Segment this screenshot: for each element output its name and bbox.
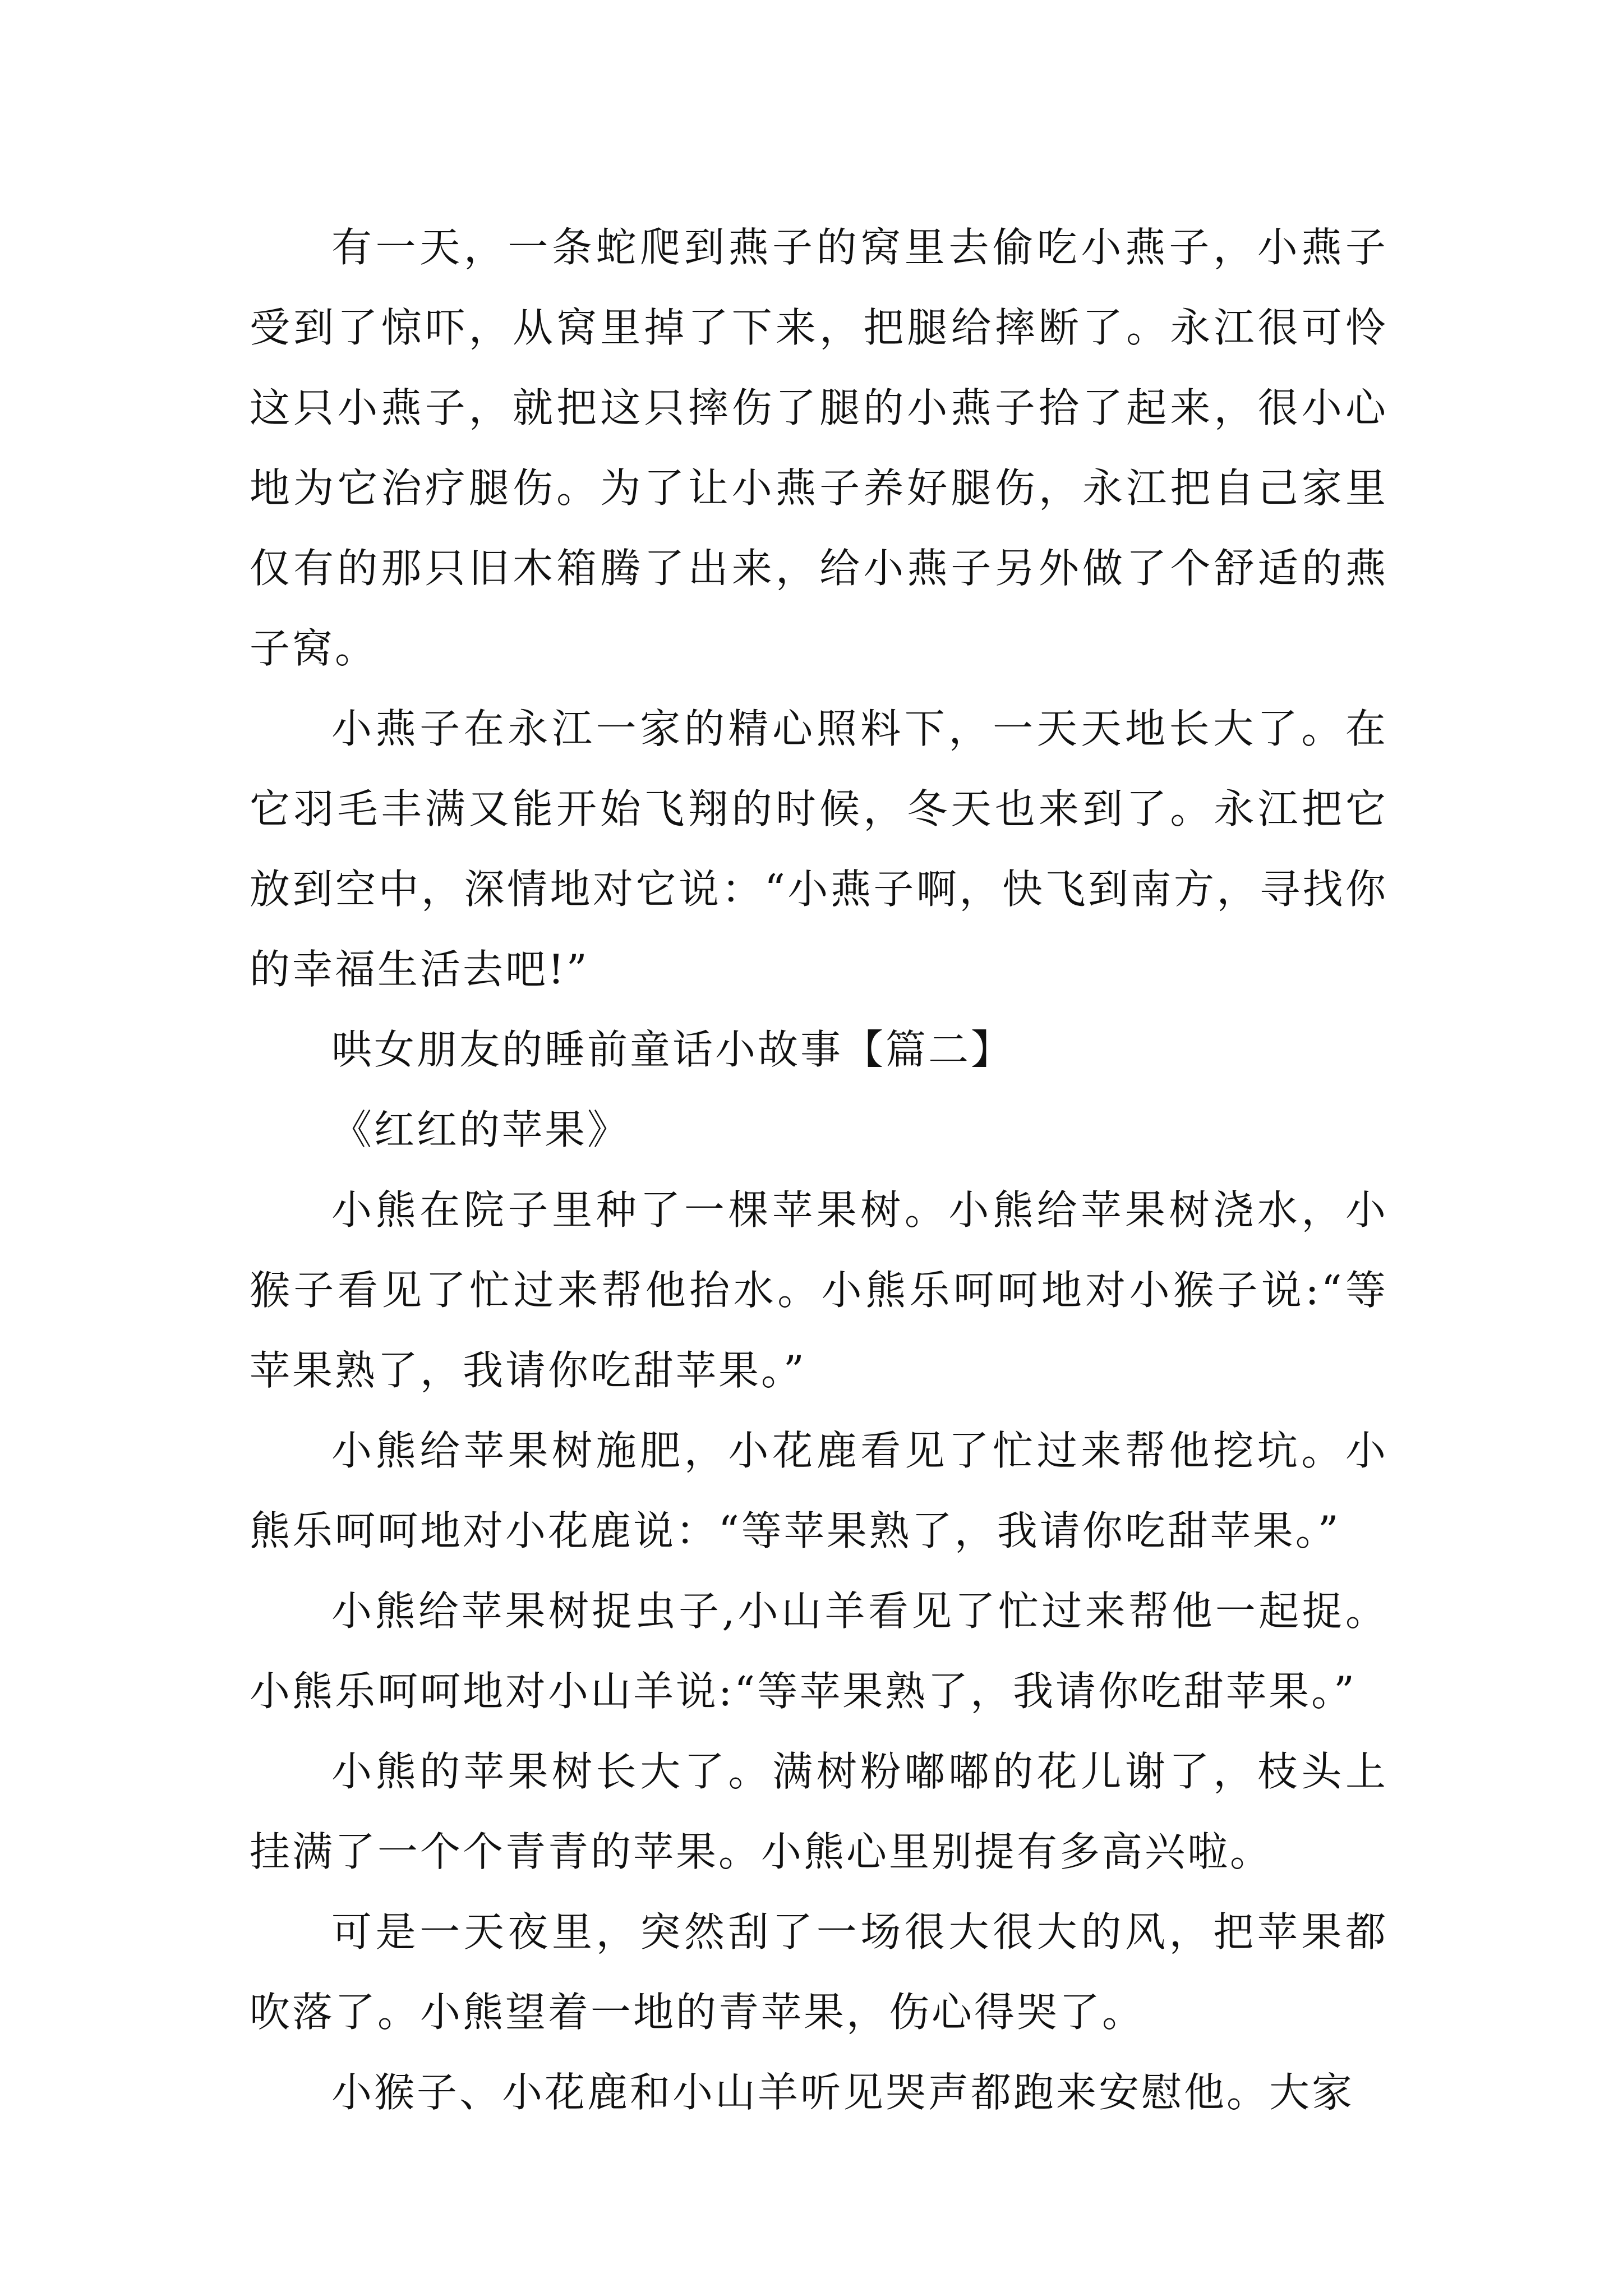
paragraph: 可是一天夜里，突然刮了一场很大很大的风，把苹果都吹落了。小熊望着一地的青苹果，伤心得哭了。 xyxy=(250,1908,1388,2036)
document-body xyxy=(250,208,1388,2133)
paragraph: 有一天，一条蛇爬到燕子的窝里去偷吃小燕子，小燕子受到了惊吓，从窝里掉了下来，把腿给摔断了。永江很可怜这只小燕子，就把这只摔伤了腿的小燕子拾了起来，很小心地为它治疗腿伤。为了让小燕子养好腿伤，永江把自己家里仅有的那只旧木箱腾了出来，给小燕子另外做了个舒适的燕子窝。 xyxy=(250,224,1388,672)
paragraph: 小猴子、小花鹿和小山羊听见哭声都跑来安慰他。大家 xyxy=(331,2069,1355,2116)
paragraph: 小熊在院子里种了一棵苹果树。小熊给苹果树浇水，小猴子看见了忙过来帮他抬水。小熊乐呵呵地对小猴子说:“等苹果熟了，我请你吃甜苹果。” xyxy=(250,1186,1388,1394)
story-title: 《红红的苹果》 xyxy=(331,1106,630,1153)
paragraph: 小熊的苹果树长大了。满树粉嘟嘟的花儿谢了，枝头上挂满了一个个青青的苹果。小熊心里别提有多高兴啦。 xyxy=(250,1748,1388,1875)
paragraph: 小熊给苹果树施肥，小花鹿看见了忙过来帮他挖坑。小熊乐呵呵地对小花鹿说：“等苹果熟了，我请你吃甜苹果。” xyxy=(250,1427,1388,1554)
section-heading: 哄女朋友的睡前童话小故事【篇二】 xyxy=(331,1026,1014,1073)
paragraph: 小熊给苹果树捉虫子,小山羊看见了忙过来帮他一起捉。小熊乐呵呵地对小山羊说:“等苹果熟了，我请你吃甜苹果。” xyxy=(250,1588,1388,1715)
paragraph: 小燕子在永江一家的精心照料下，一天天地长大了。在它羽毛丰满又能开始飞翔的时候，冬天也来到了。永江把它放到空中，深情地对它说：“小燕子啊，快飞到南方，寻找你的幸福生活去吧!” xyxy=(250,705,1388,993)
